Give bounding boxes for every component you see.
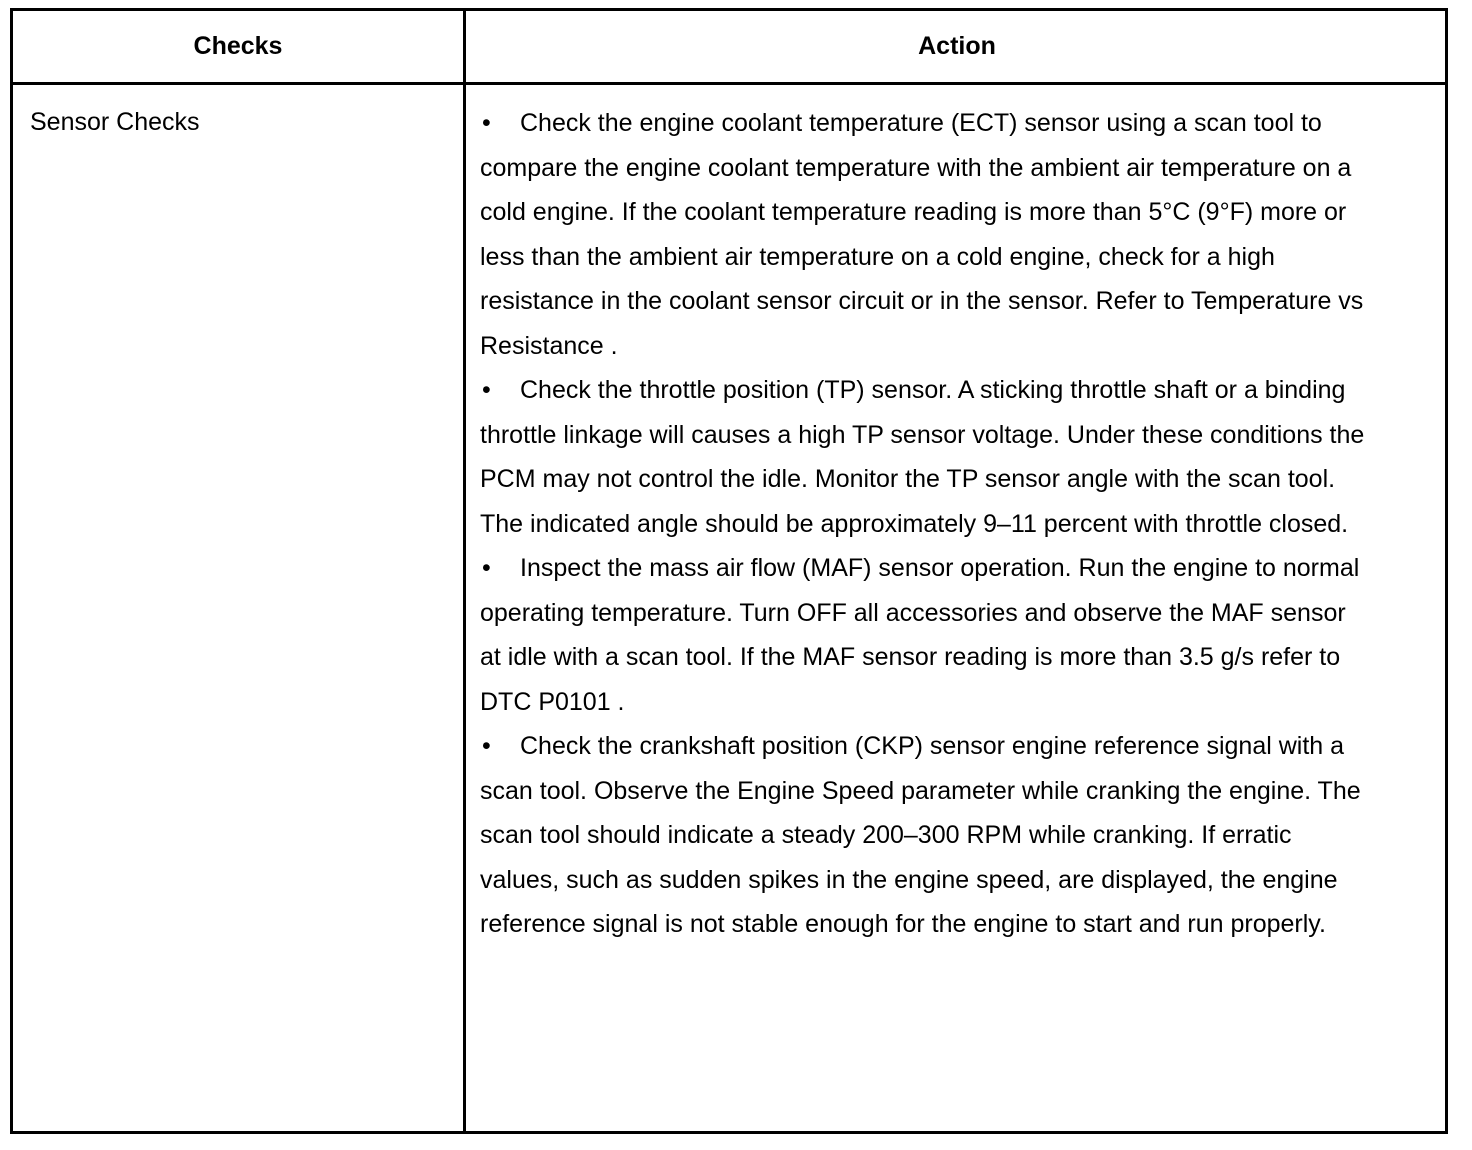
action-item-text: Inspect the mass air flow (MAF) sensor operation. Run the engine to normal operating temperature. Turn OFF all accessories and observe the MAF sensor at idle with a scan tool. If the MAF sensor reading is more than 3.5 g/s refer to DTC P0101 .	[480, 554, 1360, 716]
action-item-ckp	[480, 724, 1370, 947]
action-item-text: Check the crankshaft position (CKP) sensor engine reference signal with a scan tool. Observe the Engine Speed parameter while cranking the engine. The scan tool should indicate a steady 200–300 RPM while cranking. If erratic values, such as sudden spikes in the engine speed, are displayed, the engine reference signal is not stable enough for the engine to start and run properly.	[480, 732, 1361, 938]
action-item-text: Check the throttle position (TP) sensor. A sticking throttle shaft or a binding throttle linkage will causes a high TP sensor voltage. Under these conditions the PCM may not control the idle. Monitor the TP sensor angle with the scan tool. The indicated angle should be approximately 9–11 percent with throttle closed.	[480, 376, 1365, 538]
bullet-marker: •	[482, 109, 491, 137]
header-action: Action	[918, 32, 996, 60]
action-item-text: Check the engine coolant temperature (ECT) sensor using a scan tool to compare the engine coolant temperature with the ambient air temperature on a cold engine. If the coolant temperature reading is more than 5°C (9°F) more or less than the ambient air temperature on a cold engine, check for a high resistance in the coolant sensor circuit or in the sensor. Refer to Temperature vs Resistance .	[480, 109, 1364, 360]
checks-action-table	[10, 8, 1448, 1134]
action-item-ect	[480, 101, 1370, 368]
bullet-marker: •	[482, 376, 491, 404]
bullet-marker: •	[482, 554, 491, 582]
header-checks: Checks	[193, 32, 283, 60]
column-divider	[463, 11, 466, 1131]
bullet-marker: •	[482, 732, 491, 760]
action-item-maf	[480, 546, 1370, 724]
check-cell: Sensor Checks	[30, 108, 200, 136]
action-cell	[480, 101, 1370, 947]
action-item-tp	[480, 368, 1370, 546]
table-header-row	[13, 11, 1445, 85]
